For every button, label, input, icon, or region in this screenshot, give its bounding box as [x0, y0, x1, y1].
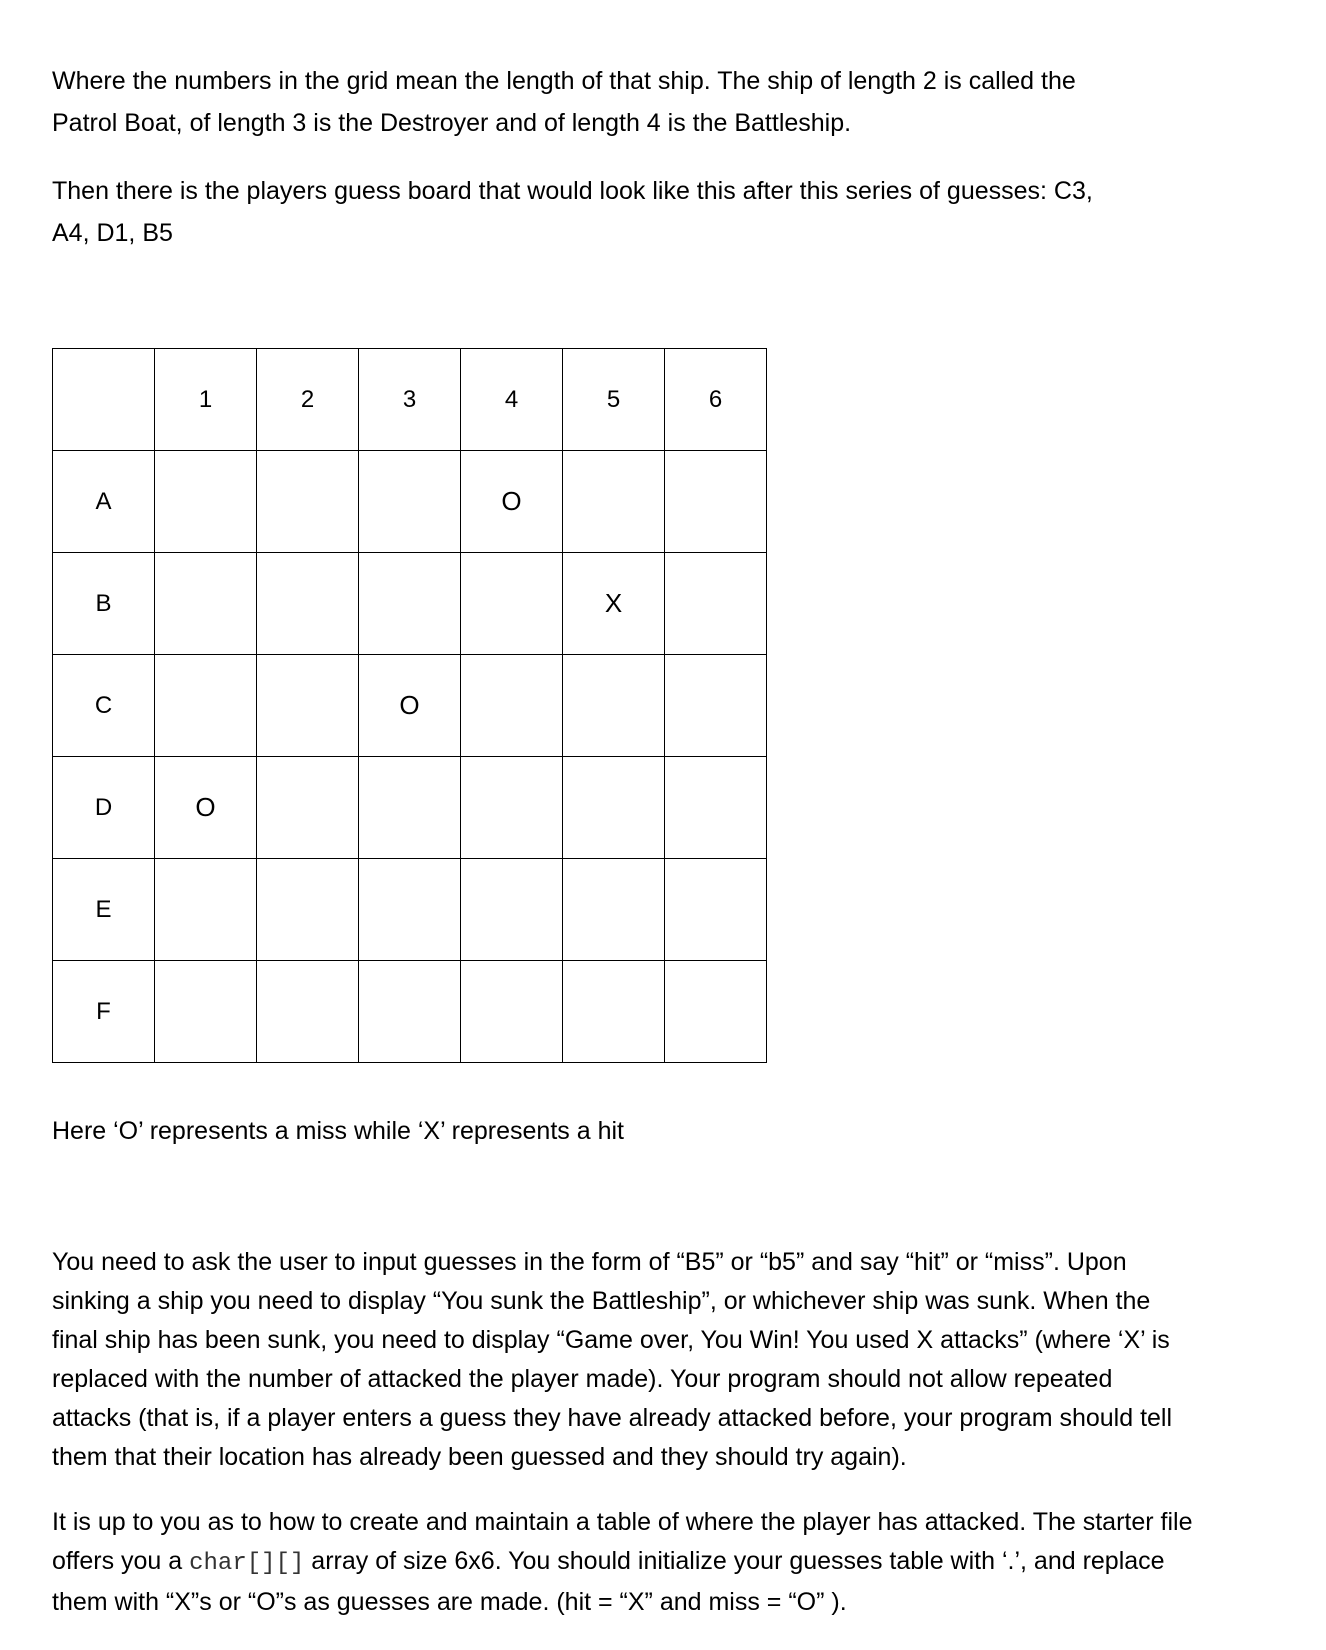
instructions-line-4: replaced with the number of attacked the player made). Your program should not allow repeated	[52, 1365, 1113, 1393]
instructions-line-6: them that their location has already been guessed and they should try again).	[52, 1443, 907, 1471]
board-cell-b1	[155, 553, 257, 655]
column-header-5: 5	[563, 349, 665, 451]
board-cell-f2	[257, 961, 359, 1063]
board-cell-a3	[359, 451, 461, 553]
board-cell-b4	[461, 553, 563, 655]
board-cell-e5	[563, 859, 665, 961]
row-header-d: D	[53, 757, 155, 859]
column-header-2: 2	[257, 349, 359, 451]
row-header-f: F	[53, 961, 155, 1063]
board-row-d	[53, 757, 767, 859]
table-note-line-2-post: array of size 6x6. You should initialize your guesses table with ‘.’, and replace	[304, 1547, 1165, 1575]
instructions-line-2: sinking a ship you need to display “You sunk the Battleship”, or whichever ship was sunk. When the	[52, 1287, 1151, 1315]
column-header-4: 4	[461, 349, 563, 451]
board-row-c	[53, 655, 767, 757]
board-row-e	[53, 859, 767, 961]
instructions-line-1: You need to ask the user to input guesses in the form of “B5” or “b5” and say “hit” or “miss”. Upon	[52, 1248, 1127, 1276]
board-corner-cell	[53, 349, 155, 451]
board-cell-a1	[155, 451, 257, 553]
guess-intro-line-2: A4, D1, B5	[52, 219, 173, 247]
legend-text: Here ‘O’ represents a miss while ‘X’ represents a hit	[52, 1117, 624, 1145]
board-cell-b2	[257, 553, 359, 655]
board-cell-b3	[359, 553, 461, 655]
board-cell-e6	[665, 859, 767, 961]
row-header-e: E	[53, 859, 155, 961]
guess-intro-paragraph	[52, 170, 1252, 254]
board-cell-f1	[155, 961, 257, 1063]
board-cell-e4	[461, 859, 563, 961]
board-cell-a6	[665, 451, 767, 553]
board-cell-d1: O	[155, 757, 257, 859]
board-cell-a4: O	[461, 451, 563, 553]
char-array-code: char[][]	[189, 1550, 305, 1577]
table-note-paragraph	[52, 1503, 1252, 1622]
board-cell-d5	[563, 757, 665, 859]
column-header-3: 3	[359, 349, 461, 451]
guess-board-table	[52, 348, 767, 1063]
board-header-row	[53, 349, 767, 451]
instructions-paragraph	[52, 1243, 1252, 1477]
table-note-line-3: them with “X”s or “O”s as guesses are made. (hit = “X” and miss = “O” ).	[52, 1588, 847, 1616]
board-row-f	[53, 961, 767, 1063]
board-cell-a5	[563, 451, 665, 553]
intro-line-1: Where the numbers in the grid mean the length of that ship. The ship of length 2 is called the	[52, 67, 1076, 95]
board-cell-c5	[563, 655, 665, 757]
board-cell-f4	[461, 961, 563, 1063]
board-cell-e3	[359, 859, 461, 961]
board-cell-d6	[665, 757, 767, 859]
board-cell-c6	[665, 655, 767, 757]
board-cell-e2	[257, 859, 359, 961]
row-header-b: B	[53, 553, 155, 655]
legend-paragraph	[52, 1110, 1252, 1152]
instructions-line-3: final ship has been sunk, you need to display “Game over, You Win! You used X attacks” (where ‘X’ is	[52, 1326, 1170, 1354]
board-row-a	[53, 451, 767, 553]
intro-line-2: Patrol Boat, of length 3 is the Destroyer and of length 4 is the Battleship.	[52, 109, 852, 137]
board-cell-f6	[665, 961, 767, 1063]
column-header-1: 1	[155, 349, 257, 451]
row-header-a: A	[53, 451, 155, 553]
table-note-line-2-pre: offers you a	[52, 1547, 190, 1575]
board-row-b	[53, 553, 767, 655]
instructions-line-5: attacks (that is, if a player enters a guess they have already attacked before, your program should tell	[52, 1404, 1173, 1432]
guess-intro-line-1: Then there is the players guess board that would look like this after this series of guesses: C3,	[52, 177, 1093, 205]
board-cell-a2	[257, 451, 359, 553]
board-cell-c1	[155, 655, 257, 757]
board-cell-b5: X	[563, 553, 665, 655]
board-cell-c4	[461, 655, 563, 757]
table-note-line-1: It is up to you as to how to create and maintain a table of where the player has attacked. The starter file	[52, 1508, 1193, 1536]
column-header-6: 6	[665, 349, 767, 451]
board-cell-d3	[359, 757, 461, 859]
row-header-c: C	[53, 655, 155, 757]
board-cell-d2	[257, 757, 359, 859]
board-cell-d4	[461, 757, 563, 859]
board-cell-c3: O	[359, 655, 461, 757]
board-cell-c2	[257, 655, 359, 757]
intro-paragraph	[52, 60, 1252, 144]
board-cell-f3	[359, 961, 461, 1063]
board-cell-e1	[155, 859, 257, 961]
board-cell-f5	[563, 961, 665, 1063]
board-cell-b6	[665, 553, 767, 655]
